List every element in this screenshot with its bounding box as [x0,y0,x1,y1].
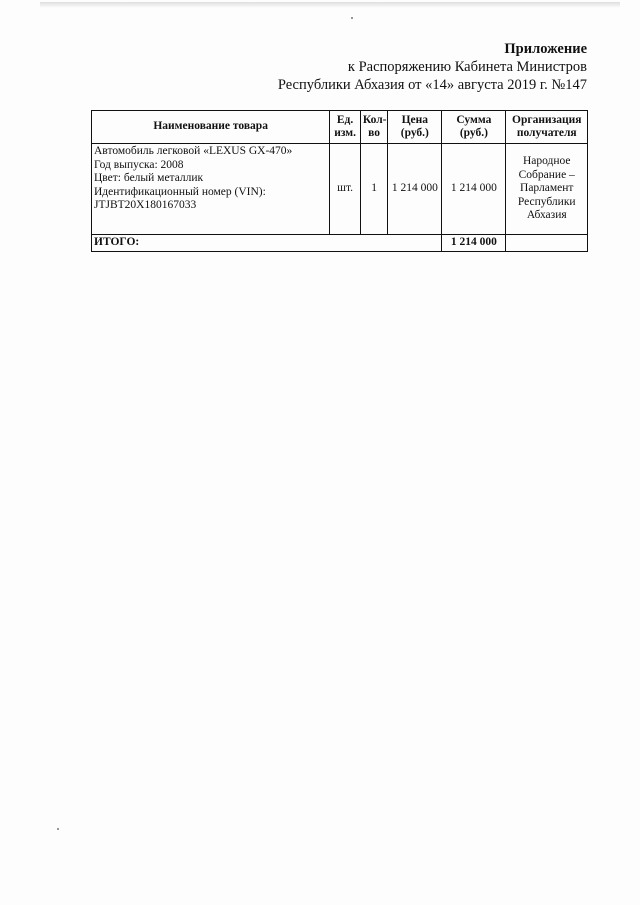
cell-price: 1 214 000 [388,144,442,235]
header-cell-sum [442,111,506,144]
appendix-subtitle-line-1: к Распоряжению Кабинета Министров [347,59,587,75]
total-label: ИТОГО: [92,235,442,252]
item-line-2: Год выпуска: 2008 [94,158,184,171]
header-sum-line-2: (руб.) [459,127,488,139]
header-unit-line-2: изм. [334,127,356,139]
scan-speck [351,17,353,19]
table-row [92,144,588,235]
total-empty-cell [506,235,588,252]
header-price-line-2: (руб.) [400,127,429,139]
header-qty-line-2: во [368,127,381,139]
header-cell-name [92,111,330,144]
header-cell-price [388,111,442,144]
org-line-1: Народное [522,155,571,168]
appendix-header [278,40,587,94]
table-total-row [92,235,588,252]
cell-sum: 1 214 000 [442,144,506,235]
appendix-title: Приложение [504,41,587,57]
org-line-2: Собрание – [518,168,575,181]
scan-top-edge [40,2,620,8]
appendix-subtitle-line-2: Республики Абхазия от «14» августа 2019 г. №147 [277,77,587,93]
header-cell-qty [360,111,387,144]
item-line-1: Автомобиль легковой «LEXUS GX-470» [94,145,293,157]
table-header-row [92,111,588,144]
header-org-line-2: получателя [516,127,577,139]
org-line-3: Парламент [520,182,574,195]
header-sum-line-1: Сумма [456,113,492,126]
item-line-5: JTJBT20X180167033 [94,199,197,211]
item-line-3: Цвет: белый металлик [94,172,204,184]
header-price-line-1: Цена [401,113,429,126]
header-unit-line-1: Ед. [336,113,354,126]
scan-speck [57,828,59,830]
header-cell-unit [330,111,361,144]
cell-org [506,144,588,235]
header-name-text: Наименование товара [153,120,268,133]
header-org-line-1: Организация [512,113,582,126]
goods-table [91,110,588,252]
cell-unit: шт. [330,144,361,235]
total-value: 1 214 000 [442,235,506,252]
cell-item-description [92,144,330,235]
org-line-5: Абхазия [526,209,567,222]
cell-qty: 1 [360,144,387,235]
header-qty-line-1: Кол- [362,113,387,126]
item-line-4: Идентификационный номер (VIN): [94,185,266,198]
header-cell-org [506,111,588,144]
org-line-4: Республики [517,195,576,208]
